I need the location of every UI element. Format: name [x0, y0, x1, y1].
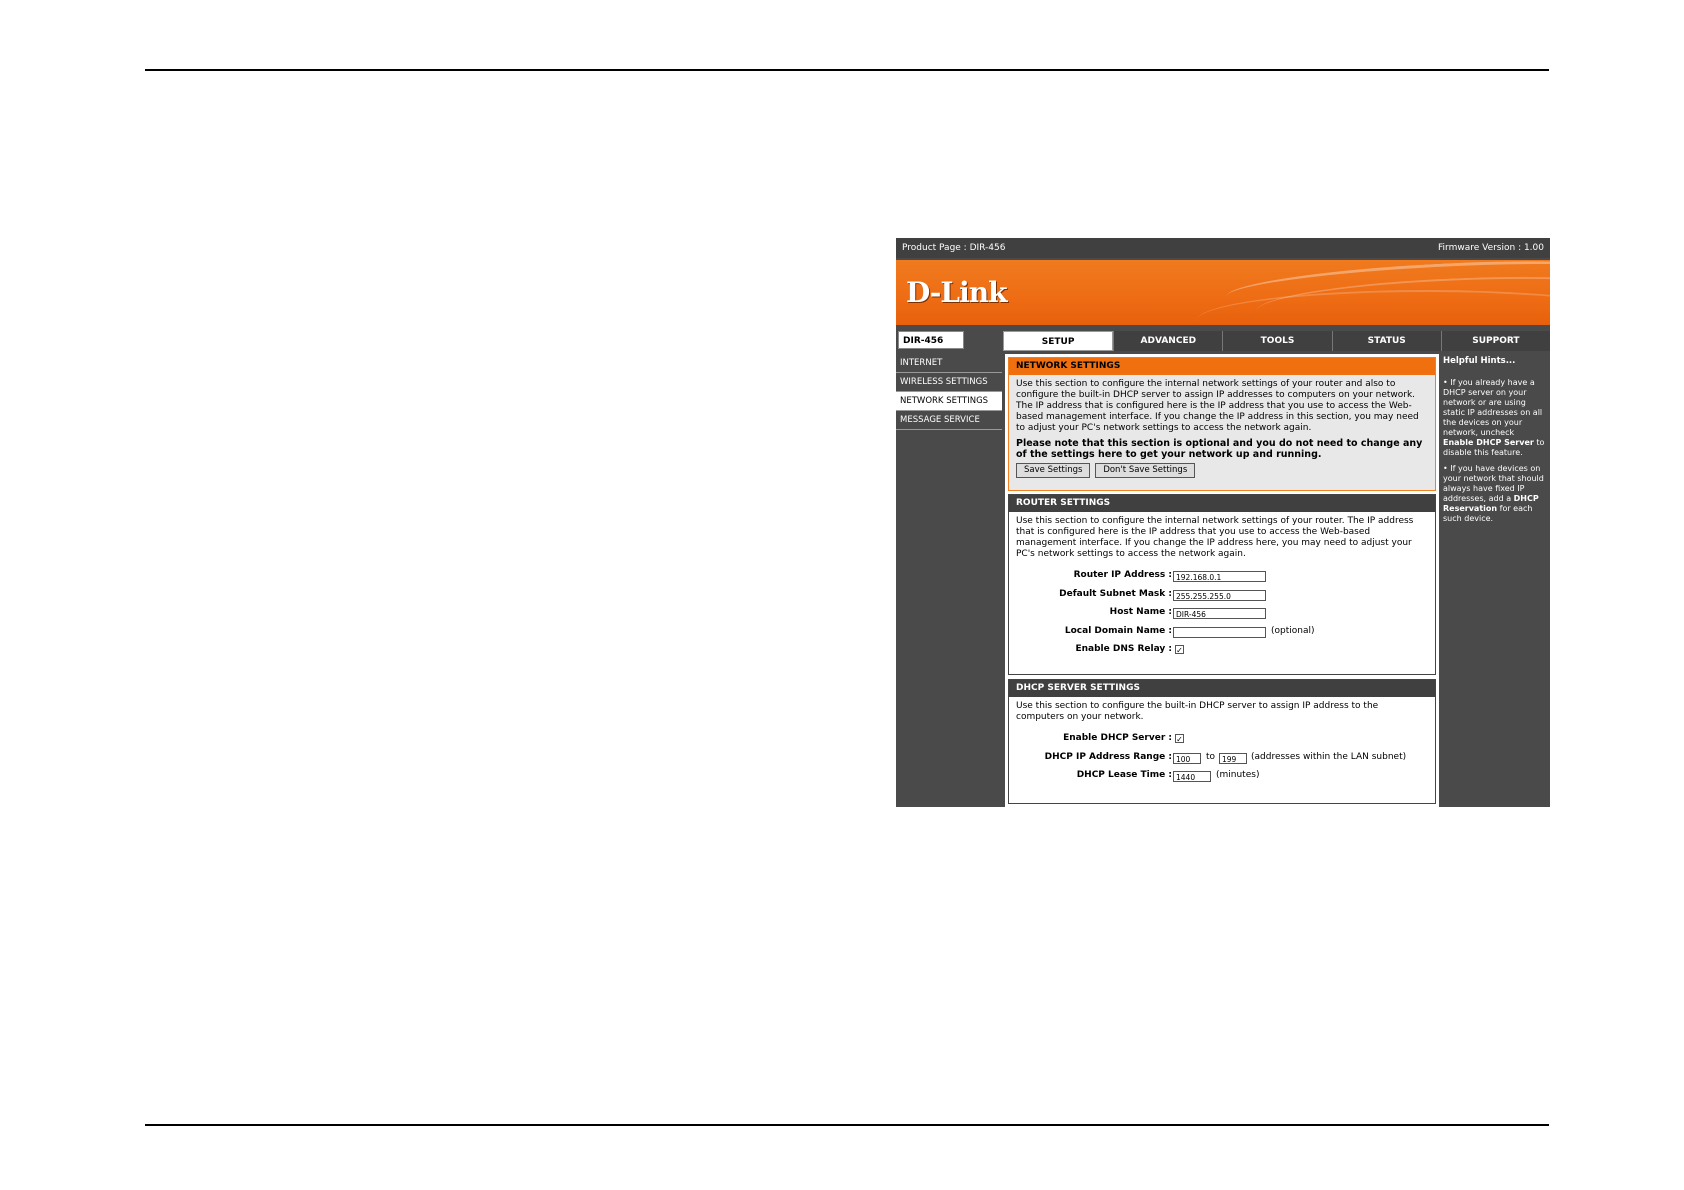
- dns-relay-row: [1009, 644, 1435, 663]
- dlink-logo: D-Link: [906, 276, 1007, 309]
- enable-dhcp-row: [1009, 733, 1435, 752]
- helpful-hints-panel: [1440, 354, 1550, 807]
- subnet-row: [1009, 589, 1435, 608]
- host-name-row: [1009, 607, 1435, 626]
- router-ip-row: [1009, 570, 1435, 589]
- tab-setup[interactable]: SETUP: [1003, 331, 1113, 351]
- network-settings-description: Use this section to configure the internal network settings of your router and also to configure the built-in DHCP server to assign IP addresses to computers on your network. The IP address that is configured here is the IP address that you use to access the Web-based management interface. If you change the IP address in this section, you may need to adjust your PC's network settings to access the network again.: [1016, 379, 1419, 433]
- top-bar: [896, 238, 1550, 258]
- tab-advanced[interactable]: ADVANCED: [1113, 331, 1222, 351]
- brand-banner: [896, 260, 1550, 325]
- firmware-version-label: Firmware Version : 1.00: [1438, 243, 1544, 253]
- dhcp-settings-panel: [1008, 679, 1436, 804]
- dhcp-range-start-input[interactable]: 100: [1173, 753, 1201, 764]
- sidebar: [896, 354, 1002, 807]
- host-name-input[interactable]: DIR-456: [1173, 608, 1266, 619]
- hint-text: If you have devices on your network that should always have fixed IP addresses, add a: [1443, 464, 1544, 503]
- domain-input[interactable]: [1173, 627, 1266, 638]
- dhcp-lease-row: [1009, 770, 1435, 789]
- subnet-input[interactable]: 255.255.255.0: [1173, 590, 1266, 601]
- dns-relay-checkbox[interactable]: ✓: [1176, 646, 1183, 655]
- hint-text: to disable this feature.: [1443, 438, 1545, 457]
- hint-dhcp-server: • If you already have a DHCP server on your network or are using static IP addresses on all the devices on your network, uncheck Enable DHCP Server to disable this feature.: [1443, 378, 1545, 457]
- dhcp-lease-input[interactable]: 1440: [1173, 771, 1211, 782]
- optional-label: (optional): [1271, 625, 1315, 636]
- router-settings-panel: [1008, 494, 1436, 675]
- subnet-label: Default Subnet Mask :: [1059, 588, 1172, 599]
- model-label: DIR-456: [898, 331, 964, 349]
- host-name-label: Host Name :: [1109, 607, 1172, 617]
- dont-save-settings-button[interactable]: Don't Save Settings: [1095, 463, 1195, 478]
- network-settings-panel: [1008, 357, 1436, 491]
- dhcp-range-to-label: to: [1206, 751, 1216, 762]
- router-settings-title: ROUTER SETTINGS: [1009, 495, 1435, 512]
- model-divider-icon: //: [950, 331, 962, 350]
- dhcp-range-row: [1009, 752, 1435, 771]
- sidebar-item-internet[interactable]: INTERNET: [896, 354, 1002, 373]
- domain-row: [1009, 626, 1435, 645]
- sidebar-item-wireless-settings[interactable]: WIRELESS SETTINGS: [896, 373, 1002, 392]
- save-settings-button[interactable]: Save Settings: [1016, 463, 1090, 478]
- dhcp-settings-description: Use this section to configure the built-in DHCP server to assign IP address to the computers on your network.: [1016, 701, 1379, 722]
- network-settings-title: NETWORK SETTINGS: [1009, 358, 1435, 375]
- enable-dhcp-checkbox[interactable]: ✓: [1176, 735, 1183, 744]
- tab-support[interactable]: SUPPORT: [1441, 331, 1550, 351]
- router-screenshot: [896, 238, 1550, 807]
- hint-text: If you already have a DHCP server on your network or are using static IP addresses on all the devices on your network, uncheck: [1443, 378, 1543, 437]
- tab-status[interactable]: STATUS: [1332, 331, 1441, 351]
- helpful-hints-title: Helpful Hints...: [1443, 356, 1516, 366]
- hint-text: for each such device.: [1443, 504, 1533, 523]
- router-settings-description: Use this section to configure the internal network settings of your router. The IP address that is configured here is the IP address that you use to access the Web-based management interface. If you change the IP address here, you may need to adjust your PC's network settings to access the network again.: [1016, 516, 1414, 559]
- dhcp-settings-title: DHCP SERVER SETTINGS: [1009, 680, 1435, 697]
- dhcp-lease-unit: (minutes): [1216, 770, 1260, 780]
- hint-dhcp-reservation: • If you have devices on your network that should always have fixed IP addresses, add a DHCP Reservation for each such device.: [1443, 464, 1544, 523]
- dhcp-lease-label: DHCP Lease Time :: [1076, 770, 1172, 780]
- main-tabs: [1003, 331, 1550, 351]
- dhcp-range-end-input[interactable]: 199: [1219, 753, 1247, 764]
- hint-emphasis: Enable DHCP Server: [1443, 438, 1534, 447]
- top-rule: [145, 69, 1549, 71]
- router-ip-label: Router IP Address :: [1073, 570, 1172, 580]
- sidebar-item-network-settings[interactable]: NETWORK SETTINGS: [896, 392, 1002, 411]
- dns-relay-label: Enable DNS Relay :: [1075, 644, 1172, 654]
- enable-dhcp-label: Enable DHCP Server :: [1063, 733, 1172, 743]
- domain-label: Local Domain Name :: [1064, 625, 1172, 636]
- router-ip-input[interactable]: 192.168.0.1: [1173, 571, 1266, 582]
- hint-emphasis: DHCP Reservation: [1443, 494, 1539, 513]
- tab-tools[interactable]: TOOLS: [1222, 331, 1331, 351]
- product-page-label: Product Page : DIR-456: [902, 243, 1006, 253]
- network-settings-note: Please note that this section is optional and you do not need to change any of the settings here to get your network up and running.: [1016, 438, 1423, 460]
- dhcp-range-note: (addresses within the LAN subnet): [1251, 751, 1407, 762]
- sidebar-item-message-service[interactable]: MESSAGE SERVICE: [896, 411, 1002, 430]
- dhcp-range-label: DHCP IP Address Range :: [1044, 751, 1172, 762]
- main-content: [1005, 354, 1439, 807]
- bottom-rule: [145, 1124, 1549, 1126]
